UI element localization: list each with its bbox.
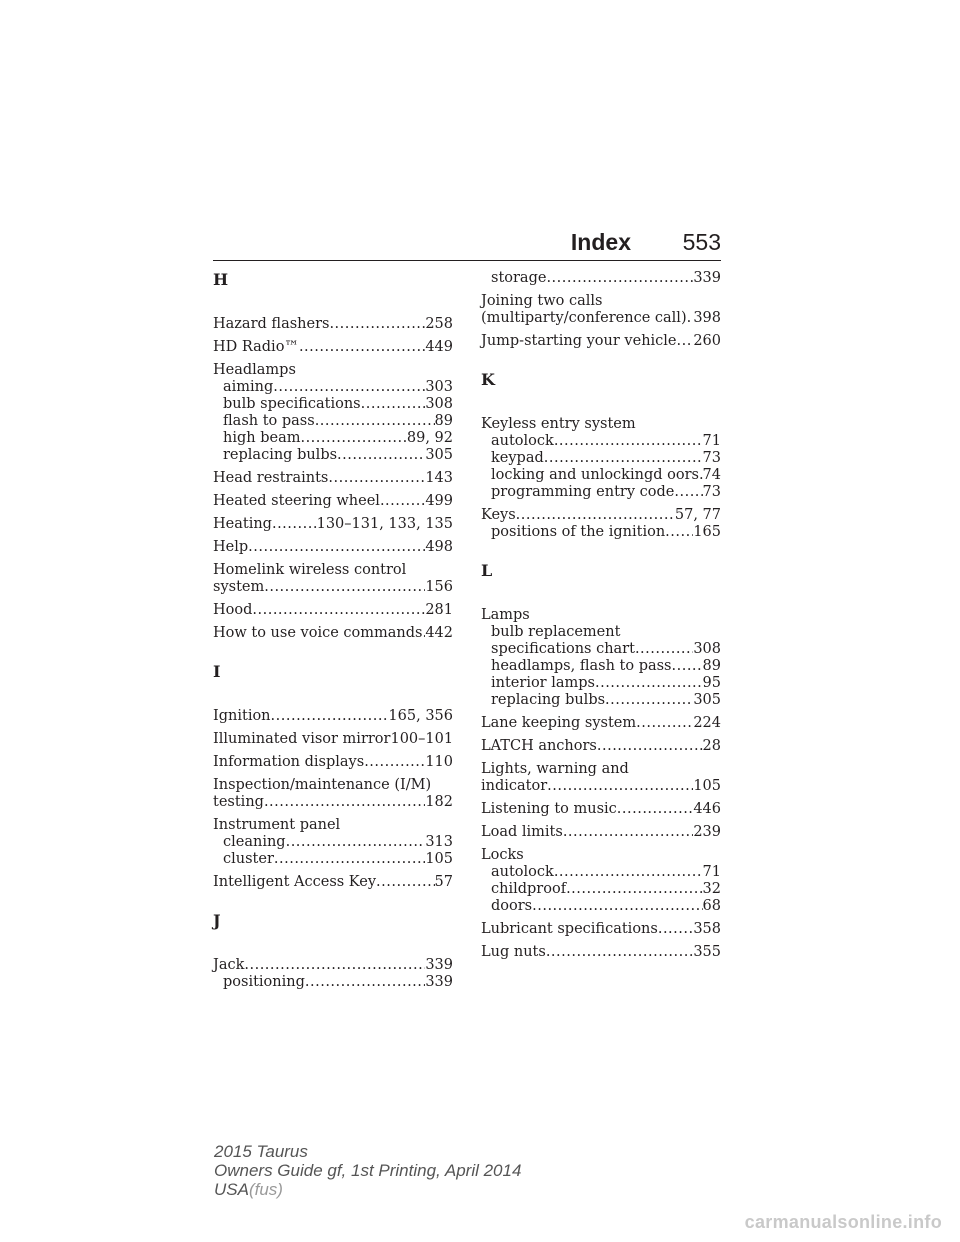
section-spacer — [481, 356, 721, 370]
index-entry — [481, 270, 721, 287]
page-reference: 73 — [702, 450, 721, 466]
entry-label: flash to pass — [223, 413, 315, 429]
page-reference: 305 — [693, 692, 721, 708]
index-entry — [213, 874, 453, 891]
page-reference: 28 — [702, 738, 721, 754]
entry-label: cleaning — [223, 834, 286, 850]
index-letter-heading: J — [213, 911, 221, 930]
page-reference: 260 — [693, 333, 721, 349]
index-entry-line — [213, 625, 453, 642]
leader-dots — [687, 310, 694, 327]
entry-label: locking and unlockingd oors — [491, 467, 699, 483]
leader-dots — [271, 708, 389, 725]
page-reference: 57, 77 — [674, 507, 721, 523]
index-entry — [213, 470, 453, 487]
leader-dots — [672, 658, 703, 675]
index-entry-line — [481, 507, 721, 524]
entry-label: autolock — [491, 864, 554, 880]
leader-dots — [597, 738, 703, 755]
index-subentry-line — [213, 379, 453, 396]
entry-label: Ignition — [213, 708, 271, 724]
entry-label: positioning — [223, 974, 305, 990]
index-entry — [481, 824, 721, 841]
index-entry-line — [213, 316, 453, 333]
index-entry-line — [481, 847, 721, 864]
page-number: 553 — [682, 229, 721, 255]
page-reference: 74 — [702, 467, 721, 483]
index-letter-heading: L — [481, 561, 493, 580]
index-entry-line — [213, 339, 453, 356]
index-subentry-line — [481, 524, 721, 541]
page-reference: 446 — [693, 801, 721, 817]
leader-dots — [546, 270, 693, 287]
leader-dots — [264, 579, 425, 596]
leader-dots — [605, 692, 693, 709]
index-subentry-line — [481, 864, 721, 881]
entry-label: aiming — [223, 379, 274, 395]
entry-label: Intelligent Access Key — [213, 874, 377, 890]
index-entry — [213, 562, 453, 596]
page-reference: 398 — [693, 310, 721, 326]
entry-label: indicator — [481, 778, 548, 794]
index-column-right — [481, 270, 721, 967]
leader-dots — [264, 794, 425, 811]
index-subentry-line — [481, 641, 721, 658]
index-entry-line — [213, 562, 453, 579]
leader-dots — [273, 379, 425, 396]
index-entry-line — [481, 824, 721, 841]
index-entry-line — [481, 944, 721, 961]
index-entry — [213, 754, 453, 771]
entry-label: Heated steering wheel — [213, 493, 380, 509]
page-reference: 32 — [702, 881, 721, 897]
entry-label: testing — [213, 794, 264, 810]
footer-region-code: (fus) — [248, 1180, 283, 1199]
index-entry-line — [213, 516, 453, 533]
index-subentry-line — [481, 898, 721, 915]
entry-label: Keys — [481, 507, 516, 523]
section-spacer — [213, 648, 453, 662]
index-entry-line — [213, 362, 453, 379]
index-entry-line — [481, 333, 721, 350]
index-subentry-line — [213, 447, 453, 464]
page-reference: 71 — [702, 433, 721, 449]
page-reference: 442 — [425, 625, 453, 641]
leader-dots — [364, 754, 425, 771]
leader-dots — [674, 484, 702, 501]
entry-label: Inspection/maintenance (I/M) — [213, 777, 432, 793]
index-entry — [481, 607, 721, 709]
index-entry — [213, 708, 453, 725]
index-entry — [481, 507, 721, 541]
leader-dots — [252, 602, 425, 619]
index-subentry-line — [481, 467, 721, 484]
entry-label: Keyless entry system — [481, 416, 636, 432]
index-entry — [213, 817, 453, 868]
index-entry — [213, 625, 453, 642]
entry-label: bulb specifications — [223, 396, 361, 412]
leader-dots — [315, 413, 435, 430]
leader-dots — [554, 433, 703, 450]
page-reference: 89, 92 — [406, 430, 453, 446]
entry-label: Illuminated visor mirror — [213, 731, 391, 747]
index-entry — [213, 539, 453, 556]
entry-label: replacing bulbs — [223, 447, 338, 463]
page-reference: 89 — [434, 413, 453, 429]
index-entry — [481, 715, 721, 732]
entry-label: HD Radio™ — [213, 339, 299, 355]
leader-dots — [300, 430, 406, 447]
index-entry-line — [213, 602, 453, 619]
section-spacer — [481, 547, 721, 561]
entry-label: headlamps, flash to pass — [491, 658, 672, 674]
entry-label: Lamps — [481, 607, 530, 623]
index-entry-line — [481, 801, 721, 818]
leader-dots — [286, 834, 426, 851]
index-subentry-line — [481, 450, 721, 467]
index-column-left — [213, 270, 453, 997]
leader-dots — [617, 801, 694, 818]
page-reference: 165 — [693, 524, 721, 540]
leader-dots — [532, 898, 702, 915]
index-entry — [481, 801, 721, 818]
index-entry-line — [481, 921, 721, 938]
index-subentry-line — [481, 433, 721, 450]
index-entry-line — [481, 310, 721, 327]
index-subentry-line — [213, 396, 453, 413]
leader-dots — [546, 944, 694, 961]
entry-label: Hood — [213, 602, 253, 618]
index-subentry-line — [481, 675, 721, 692]
entry-label: specifications chart — [491, 641, 635, 657]
section-title: Index — [570, 229, 631, 255]
footer-model: 2015 Taurus — [214, 1142, 308, 1161]
index-subentry-line — [213, 974, 453, 991]
leader-dots — [272, 516, 317, 533]
page-reference: 313 — [425, 834, 453, 850]
index-subentry-line — [481, 881, 721, 898]
leader-dots — [547, 778, 693, 795]
leader-dots — [244, 957, 425, 974]
index-entry — [213, 516, 453, 533]
page-reference: 143 — [425, 470, 453, 486]
index-subentry-line — [213, 413, 453, 430]
entry-label: keypad — [491, 450, 544, 466]
index-entry-line — [481, 738, 721, 755]
page-reference: 110 — [425, 754, 453, 770]
entry-label: positions of the ignition — [491, 524, 666, 540]
index-entry-line — [213, 579, 453, 596]
footer-region — [214, 1180, 521, 1199]
leader-dots — [337, 447, 425, 464]
index-entry — [481, 944, 721, 961]
leader-dots — [636, 715, 693, 732]
page-reference: 182 — [425, 794, 453, 810]
page-reference: 449 — [425, 339, 453, 355]
footer-country: USA — [214, 1180, 249, 1199]
index-entry-line — [213, 794, 453, 811]
index-entry-line — [481, 416, 721, 433]
page-reference: 105 — [693, 778, 721, 794]
entry-label: interior lamps — [491, 675, 595, 691]
page-reference: 71 — [702, 864, 721, 880]
page-reference: 499 — [425, 493, 453, 509]
entry-label: Load limits — [481, 824, 563, 840]
page-reference: 308 — [425, 396, 453, 412]
index-subentry-line — [481, 270, 721, 287]
index-entry-line — [481, 293, 721, 310]
index-subentry-line — [213, 851, 453, 868]
index-entry-line — [481, 778, 721, 795]
entry-label: system — [213, 579, 265, 595]
index-subentry-line — [481, 624, 721, 641]
leader-dots — [376, 874, 435, 891]
index-entry-line — [213, 731, 453, 748]
index-entry — [213, 339, 453, 356]
index-entry — [481, 847, 721, 915]
page-reference: 73 — [702, 484, 721, 500]
page-reference: 105 — [425, 851, 453, 867]
index-entry — [213, 362, 453, 464]
index-entry-line — [213, 817, 453, 834]
leader-dots — [248, 539, 425, 556]
entry-label: high beam — [223, 430, 301, 446]
index-entry-line — [213, 874, 453, 891]
index-entry-line — [213, 754, 453, 771]
leader-dots — [329, 316, 425, 333]
index-letter-heading: I — [213, 662, 221, 681]
index-entry-line — [481, 761, 721, 778]
index-entry — [213, 493, 453, 510]
page-reference: 339 — [693, 270, 721, 286]
index-entry — [213, 777, 453, 811]
entry-label: Lug nuts — [481, 944, 546, 960]
index-letter-heading: K — [481, 370, 495, 389]
page-reference: 339 — [425, 957, 453, 973]
index-entry — [481, 416, 721, 501]
page-reference: 156 — [425, 579, 453, 595]
entry-label: Jump-starting your vehicle — [481, 333, 677, 349]
entry-label: autolock — [491, 433, 554, 449]
index-subentry-line — [481, 484, 721, 501]
index-entry-line — [213, 493, 453, 510]
leader-dots — [595, 675, 703, 692]
page-reference: 355 — [693, 944, 721, 960]
page-reference: 258 — [425, 316, 453, 332]
entry-label: How to use voice commands — [213, 625, 423, 641]
leader-dots — [677, 333, 694, 350]
entry-label: Jack — [213, 957, 245, 973]
page-header — [213, 228, 721, 261]
page-reference: 498 — [425, 539, 453, 555]
entry-label: Locks — [481, 847, 524, 863]
page-reference: 100–101 — [390, 731, 454, 747]
leader-dots — [566, 881, 702, 898]
index-subentry-line — [213, 430, 453, 447]
index-entry — [213, 957, 453, 991]
index-entry-line — [213, 957, 453, 974]
entry-label: Information displays — [213, 754, 365, 770]
entry-label: Listening to music — [481, 801, 617, 817]
index-letter-heading: H — [213, 270, 229, 289]
leader-dots — [305, 974, 425, 991]
page-reference: 165, 356 — [388, 708, 453, 724]
page-reference: 303 — [425, 379, 453, 395]
entry-label: Hazard flashers — [213, 316, 330, 332]
page-reference: 305 — [425, 447, 453, 463]
leader-dots — [658, 921, 693, 938]
page-reference: 224 — [693, 715, 721, 731]
leader-dots — [328, 470, 425, 487]
document-footer — [214, 1142, 521, 1199]
index-subentry-line — [481, 692, 721, 709]
index-entry-line — [213, 708, 453, 725]
entry-label: doors — [491, 898, 533, 914]
entry-label: replacing bulbs — [491, 692, 606, 708]
entry-label: LATCH anchors — [481, 738, 597, 754]
entry-label: Lane keeping system — [481, 715, 637, 731]
index-entry-line — [481, 607, 721, 624]
page-reference: 239 — [693, 824, 721, 840]
entry-label: Instrument panel — [213, 817, 341, 833]
section-spacer — [213, 897, 453, 911]
leader-dots — [274, 851, 425, 868]
index-entry-line — [481, 715, 721, 732]
entry-label: bulb replacement — [491, 624, 621, 640]
entry-label: Headlamps — [213, 362, 296, 378]
index-entry-line — [213, 777, 453, 794]
leader-dots — [516, 507, 675, 524]
watermark: carmanualsonline.info — [744, 1212, 942, 1232]
entry-label: childproof — [491, 881, 567, 897]
page-reference: 95 — [702, 675, 721, 691]
footer-edition: Owners Guide gf, 1st Printing, April 2014 — [214, 1161, 522, 1180]
page-reference: 130–131, 133, 135 — [316, 516, 453, 532]
page-reference: 57 — [434, 874, 453, 890]
entry-label: (multiparty/conference call) — [481, 310, 687, 326]
entry-label: Help — [213, 539, 249, 555]
index-entry — [481, 738, 721, 755]
leader-dots — [544, 450, 703, 467]
leader-dots — [361, 396, 426, 413]
index-entry — [213, 602, 453, 619]
entry-label: Lubricant specifications — [481, 921, 658, 937]
index-entry — [481, 293, 721, 327]
page-reference: 358 — [693, 921, 721, 937]
page-reference: 281 — [425, 602, 453, 618]
leader-dots — [665, 524, 693, 541]
page-reference: 308 — [693, 641, 721, 657]
page-reference: 68 — [702, 898, 721, 914]
index-entry-line — [213, 539, 453, 556]
entry-label: programming entry code — [491, 484, 675, 500]
index-entry — [481, 921, 721, 938]
index-subentry-line — [481, 658, 721, 675]
index-entry-line — [213, 470, 453, 487]
page-reference: 89 — [702, 658, 721, 674]
entry-label: Lights, warning and — [481, 761, 629, 777]
index-entry — [213, 316, 453, 333]
page-reference: 339 — [425, 974, 453, 990]
index-entry — [481, 333, 721, 350]
leader-dots — [635, 641, 693, 658]
leader-dots — [563, 824, 693, 841]
entry-label: Homelink wireless control — [213, 562, 407, 578]
leader-dots — [554, 864, 703, 881]
entry-label: cluster — [223, 851, 274, 867]
index-entry — [481, 761, 721, 795]
index-entry — [213, 731, 453, 748]
entry-label: Joining two calls — [481, 293, 603, 309]
index-subentry-line — [213, 834, 453, 851]
entry-label: Heating — [213, 516, 272, 532]
leader-dots — [380, 493, 425, 510]
entry-label: storage — [491, 270, 547, 286]
entry-label: Head restraints — [213, 470, 329, 486]
leader-dots — [299, 339, 425, 356]
